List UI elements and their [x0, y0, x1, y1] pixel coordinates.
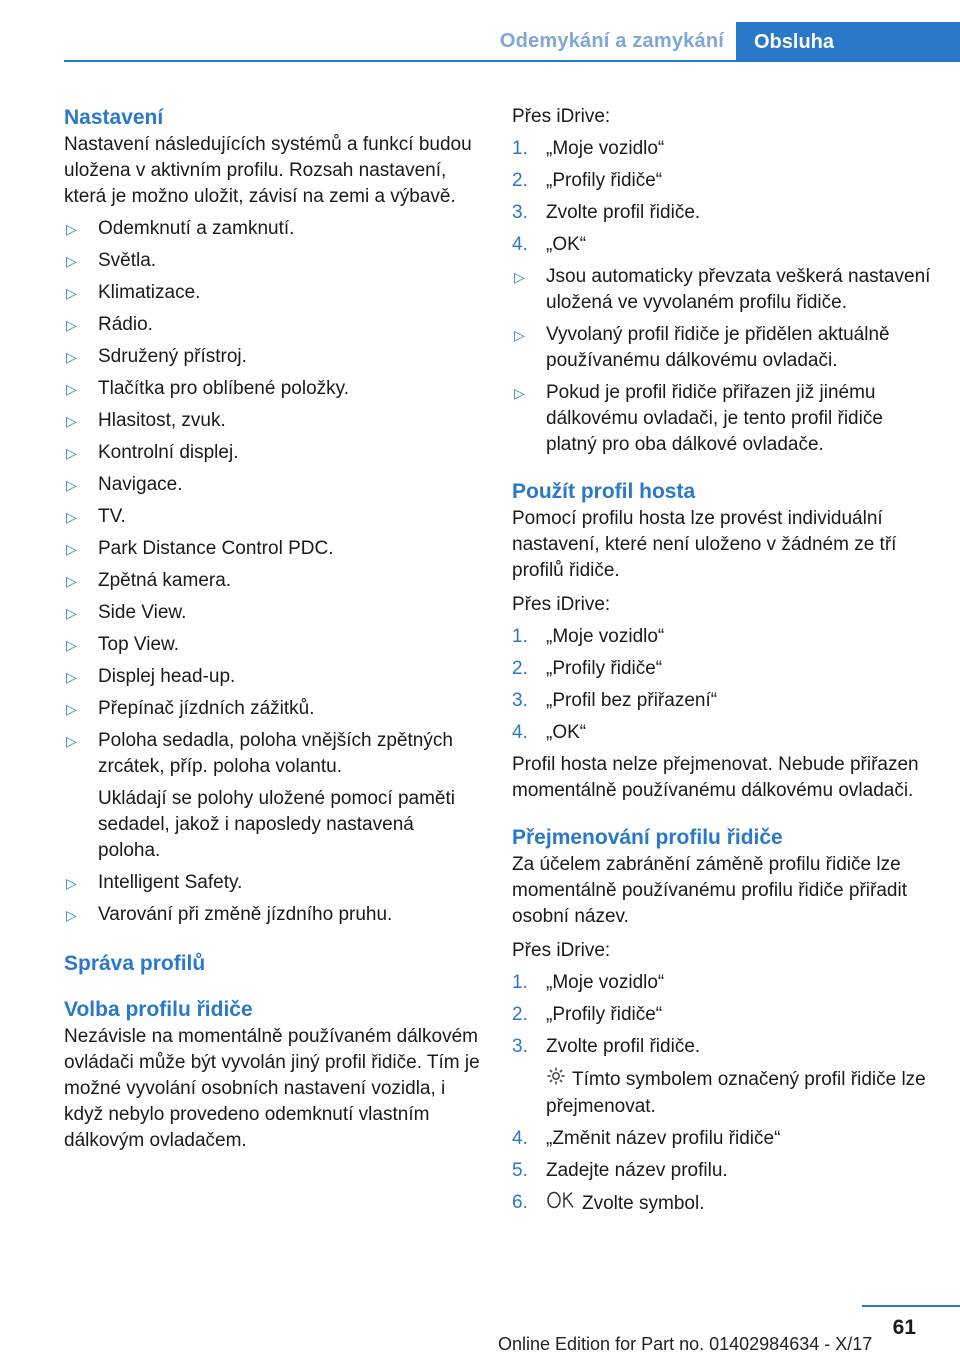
list-item: 2. „Profily řidiče“ — [512, 1004, 663, 1025]
list-item: ▷ Klimatizace. — [64, 280, 480, 306]
list-item: 6. Zvolte symbol. — [512, 1190, 932, 1218]
via-idrive-label: Přes iDrive: — [512, 594, 611, 615]
list-item: ▷ Side View. — [64, 600, 480, 626]
bullet-triangle-icon: ▷ — [66, 253, 77, 269]
bullet-triangle-icon: ▷ — [66, 285, 77, 301]
settings-heading: Nastavení — [64, 106, 164, 129]
page-header — [64, 22, 960, 62]
list-item: ▷ Světla. — [64, 248, 480, 274]
bullet-triangle-icon: ▷ — [66, 541, 77, 557]
edition-note: Online Edition for Part no. 01402984634 - X/17 — [498, 1334, 873, 1354]
bullet-triangle-icon: ▷ — [66, 637, 77, 653]
list-item: ▷ Navigace. — [64, 472, 480, 498]
list-item: ▷ Poloha sedadla, poloha vnějších zpětných zrcátek, příp. poloha volantu. Ukládají se polohy uložené pomocí paměti sedadel, jakož i naposledy nastavená poloha. — [64, 728, 480, 864]
bullet-triangle-icon: ▷ — [66, 317, 77, 333]
right-column — [512, 104, 932, 1218]
bullet-triangle-icon: ▷ — [514, 269, 525, 285]
notes-list-1 — [512, 264, 932, 458]
chapter-tab: Obsluha — [736, 22, 960, 62]
list-item: ▷ Varování při změně jízdního pruhu. — [64, 902, 480, 928]
seat-memory-note: Ukládají se polohy uložené pomocí paměti sedadel, jakož i naposledy nastavená poloha. — [98, 788, 455, 861]
bullet-triangle-icon: ▷ — [66, 907, 77, 923]
list-item: ▷ Displej head-up. — [64, 664, 480, 690]
list-item: ▷ Tlačítka pro oblíbené položky. — [64, 376, 480, 402]
list-item: 4. „Změnit název profilu řidiče“ — [512, 1128, 781, 1149]
bullet-triangle-icon: ▷ — [66, 509, 77, 525]
via-idrive-label: Přes iDrive: — [512, 940, 611, 961]
list-item: ▷ Rádio. — [64, 312, 480, 338]
bullet-triangle-icon: ▷ — [66, 573, 77, 589]
section-title: Odemykání a zamykání — [499, 30, 724, 52]
header-rule — [64, 60, 960, 62]
list-item: ▷ TV. — [64, 504, 480, 530]
list-item: 1. „Moje vozidlo“ — [512, 138, 665, 159]
list-item: ▷ Vyvolaný profil řidiče je přidělen aktuálně používanému dálkovému ovladači. — [514, 324, 890, 371]
list-item: ▷ Pokud je profil řidiče přiřazen již jinému dálkovému ovladači, je tento profil řidiče platný pro oba dálkové ovladače. — [514, 382, 883, 455]
settings-list — [64, 216, 480, 928]
gear-icon — [546, 1066, 566, 1094]
list-item: 1. „Moje vozidlo“ — [512, 972, 665, 993]
select-profile-heading: Volba profilu řidiče — [64, 998, 253, 1021]
guest-profile-heading: Použít profil hosta — [512, 480, 696, 503]
bullet-triangle-icon: ▷ — [66, 349, 77, 365]
guest-profile-text: Pomocí profilu hosta lze provést individuální nastavení, které není uloženo v žádném ze tří profilů řidiče. — [512, 508, 897, 581]
left-column — [64, 104, 480, 1154]
rename-profile-heading: Přejmenování profilu řidiče — [512, 826, 783, 849]
list-item: ▷ Top View. — [64, 632, 480, 658]
settings-intro: Nastavení následujících systémů a funkcí budou uložena v aktivním profilu. Rozsah nastavení, která je možno uložit, závisí na zemi a výbavě. — [64, 134, 472, 207]
page-number: 61 — [892, 1316, 916, 1339]
via-idrive-label: Přes iDrive: — [512, 106, 611, 127]
bullet-triangle-icon: ▷ — [514, 385, 525, 401]
select-profile-text: Nezávisle na momentálně používaném dálkovém ovládači může být vyvolán jiný profil řidiče. Tím je možné vyvolání osobních nastavení vozidla, i když nebylo provedeno odemknutí vlastním dálkovým ovladačem. — [64, 1026, 480, 1151]
bullet-triangle-icon: ▷ — [514, 327, 525, 343]
list-item: ▷ Kontrolní displej. — [64, 440, 480, 466]
steps-list-1 — [512, 136, 932, 258]
list-item: ▷ Zpětná kamera. — [64, 568, 480, 594]
profiles-heading: Správa profilů — [64, 952, 206, 975]
list-item: ▷ Jsou automaticky převzata veškerá nastavení uložená ve vyvolaném profilu řidiče. — [514, 266, 931, 313]
bullet-triangle-icon: ▷ — [66, 605, 77, 621]
ok-icon — [546, 1190, 576, 1218]
bullet-triangle-icon: ▷ — [66, 445, 77, 461]
bullet-triangle-icon: ▷ — [66, 875, 77, 891]
list-item: ▷ Park Distance Control PDC. — [64, 536, 480, 562]
list-item: 4. „OK“ — [512, 722, 587, 743]
steps-list-2 — [512, 624, 932, 746]
list-item: 4. „OK“ — [512, 234, 587, 255]
guest-profile-note: Profil hosta nelze přejmenovat. Nebude přiřazen momentálně používanému dálkovému ovladači. — [512, 754, 919, 801]
bullet-triangle-icon: ▷ — [66, 701, 77, 717]
list-item: ▷ Sdružený přístroj. — [64, 344, 480, 370]
rename-symbol-note: Tímto symbolem označený profil řidiče lze přejmenovat. — [546, 1066, 932, 1120]
list-item: ▷ Hlasitost, zvuk. — [64, 408, 480, 434]
list-item: ▷ Odemknutí a zamknutí. — [64, 216, 480, 242]
bullet-triangle-icon: ▷ — [66, 381, 77, 397]
list-item: 3. Zvolte profil řidiče. — [512, 202, 701, 223]
footer-rule — [862, 1305, 960, 1307]
bullet-triangle-icon: ▷ — [66, 477, 77, 493]
list-item: 3. Zvolte profil řidiče. Tímto symbolem označený profil řidiče lze přejmenovat. — [512, 1034, 932, 1120]
list-item: 2. „Profily řidiče“ — [512, 658, 663, 679]
bullet-triangle-icon: ▷ — [66, 733, 77, 749]
list-item: 2. „Profily řidiče“ — [512, 170, 663, 191]
list-item: ▷ Intelligent Safety. — [64, 870, 480, 896]
bullet-triangle-icon: ▷ — [66, 669, 77, 685]
list-item: 5. Zadejte název profilu. — [512, 1160, 728, 1181]
list-item: ▷ Přepínač jízdních zážitků. — [64, 696, 480, 722]
steps-list-3 — [512, 970, 932, 1218]
bullet-triangle-icon: ▷ — [66, 221, 77, 237]
list-item: 3. „Profil bez přiřazení“ — [512, 690, 718, 711]
list-item: 1. „Moje vozidlo“ — [512, 626, 665, 647]
rename-profile-text: Za účelem zabránění záměně profilu řidiče lze momentálně používanému profilu řidiče přiřadit osobní název. — [512, 854, 907, 927]
bullet-triangle-icon: ▷ — [66, 413, 77, 429]
